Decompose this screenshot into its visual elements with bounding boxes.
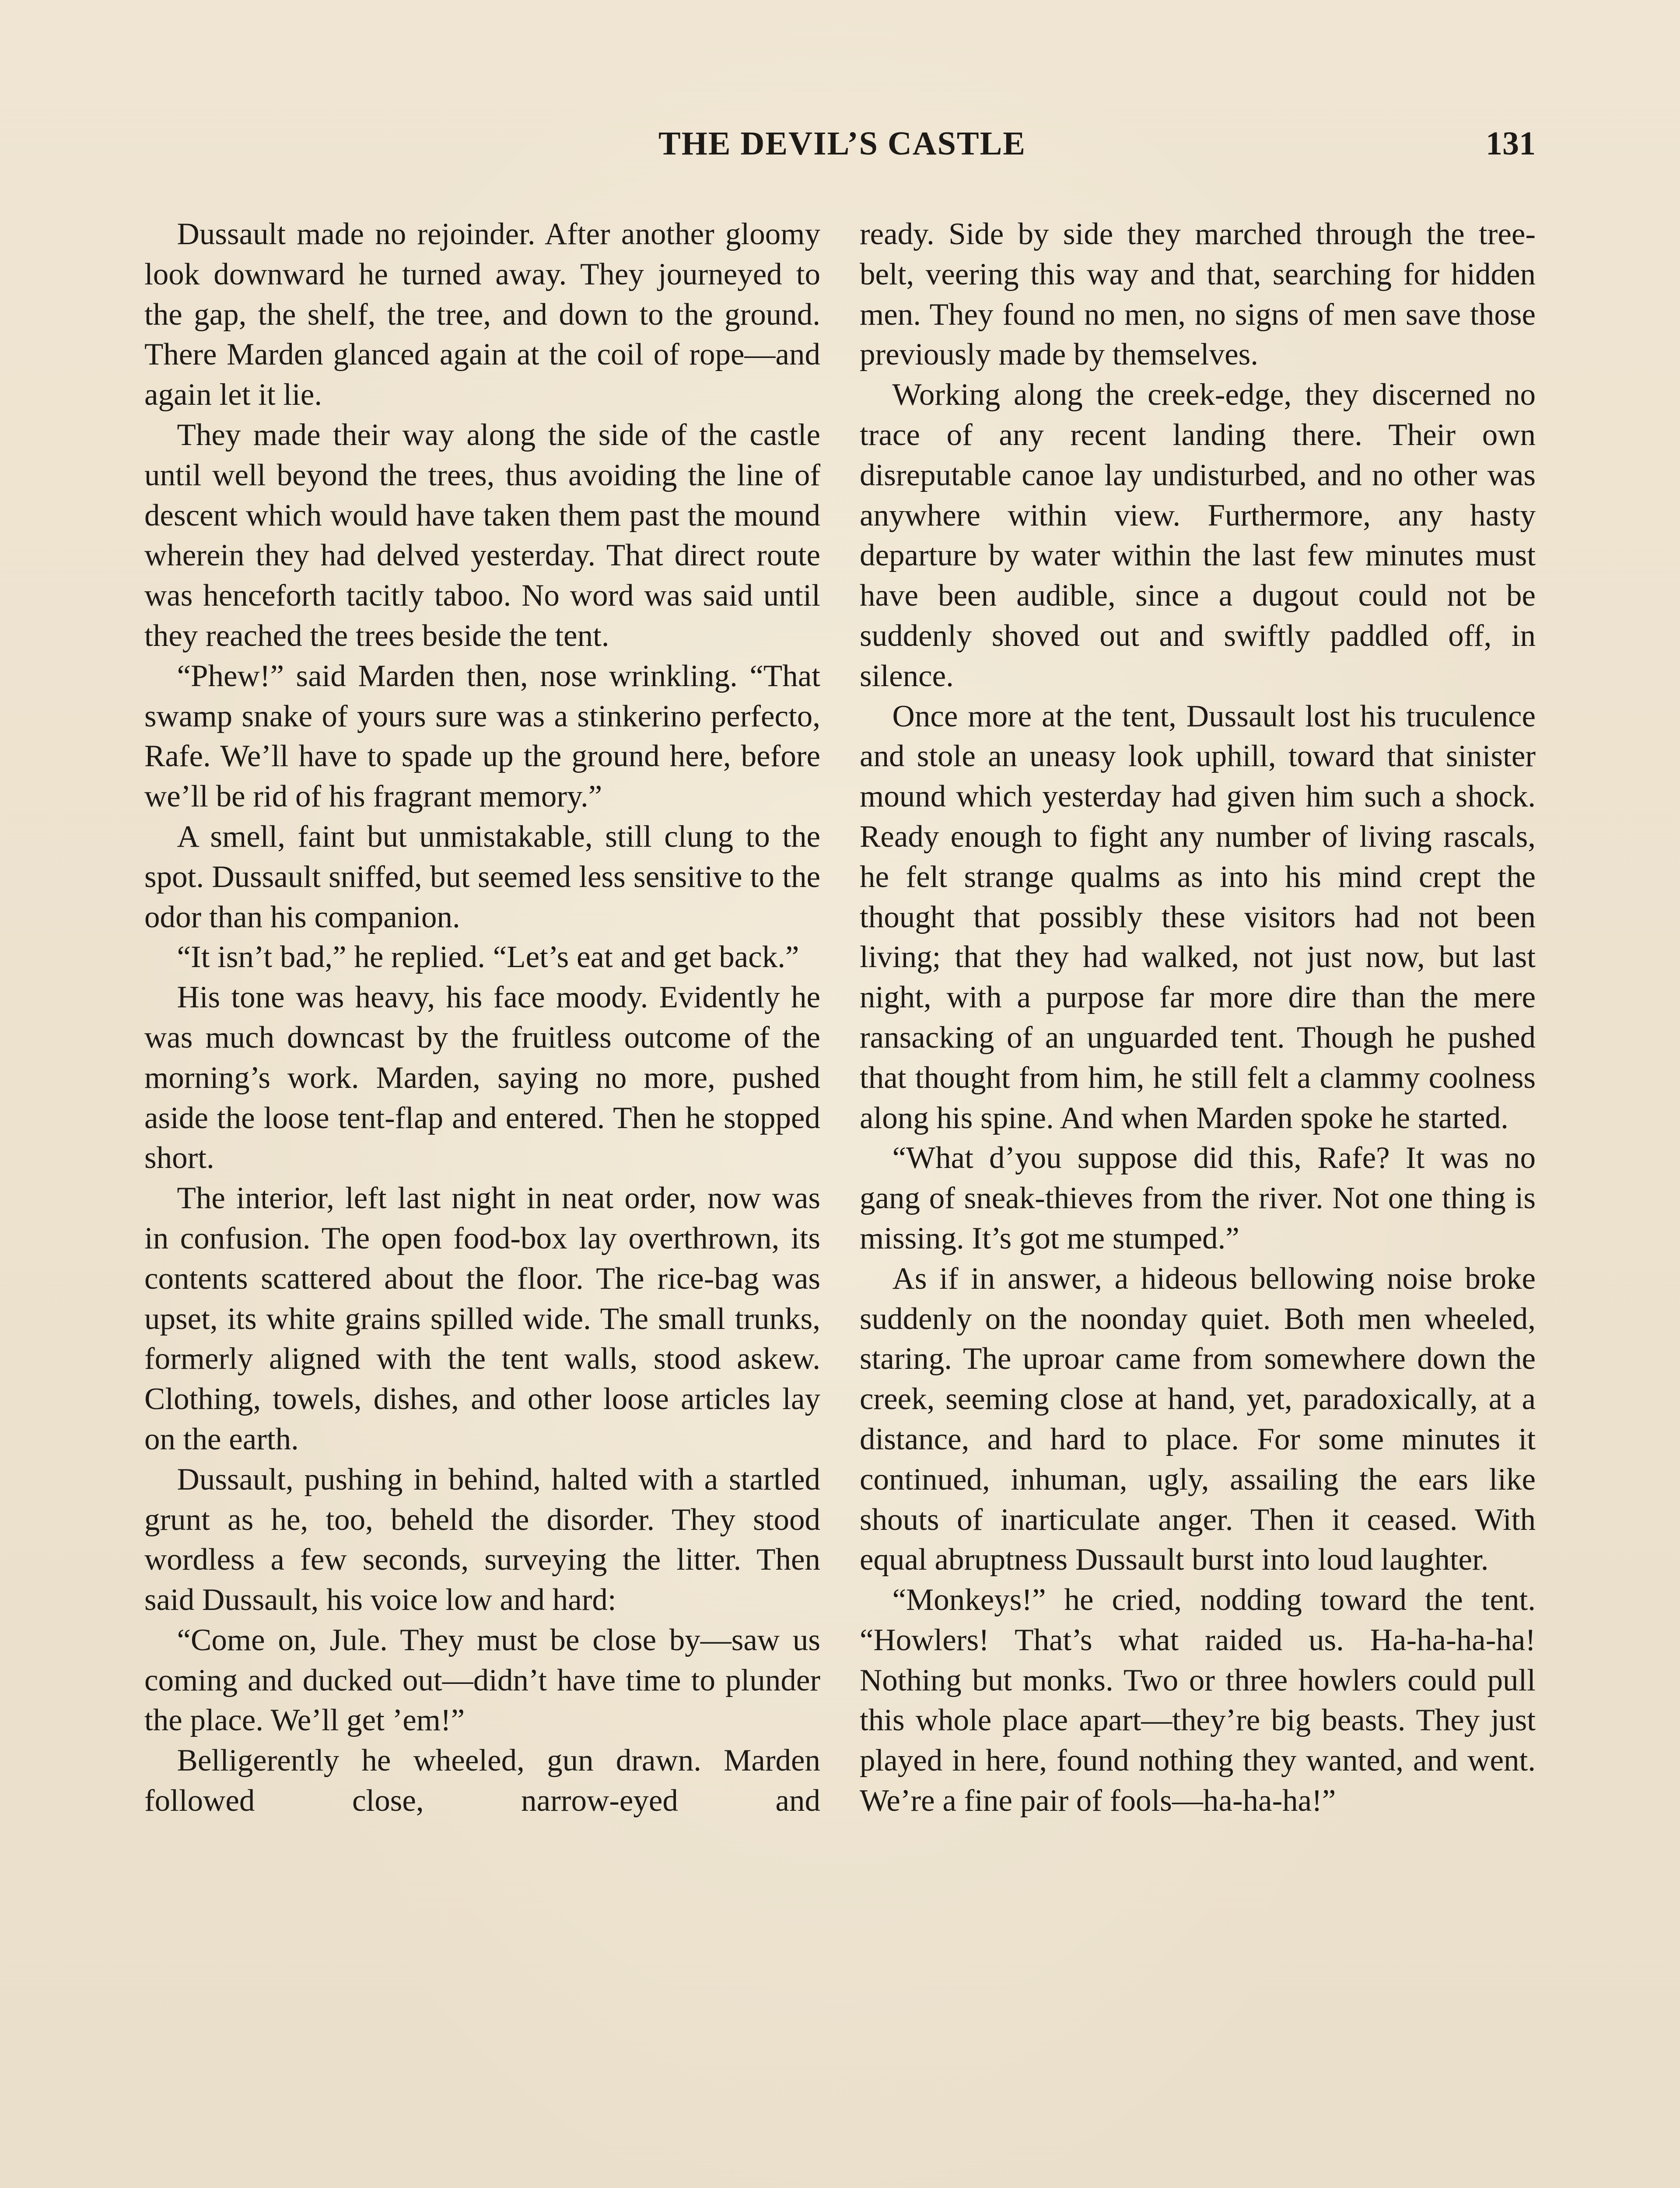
paragraph: Dussault, pushing in behind, halted with a startled grunt as he, too, beheld the disorder. They stood wordless a few seconds, surveying the litter. Then said Dussault, his voice low and hard: [144,1462,820,1617]
running-title: THE DEVIL’S CASTLE [658,125,1026,162]
paragraph: “Monkeys!” he cried, nodding toward the tent. “Howlers! That’s what raided us. Ha-ha-ha-ha! Nothing but monks. Two or three howlers could pull this whole place apart—they’re big beasts. They just played in here, found nothing they wanted, and went. We’re a fine pair of fools—ha-ha-ha!” [860,1583,1536,1818]
paragraph: Working along the creek-edge, they discerned no trace of any recent landing there. Their own disreputable canoe lay undisturbed, and no other was anywhere within view. Furthermore, any hasty departure by water within the last few minutes must have been audible, since a dugout could not be suddenly shoved out and swiftly paddled off, in silence. [860,378,1536,693]
paragraph: “It isn’t bad,” he replied. “Let’s eat and get back.” [177,940,799,975]
paragraph: They made their way along the side of the castle until well beyond the trees, thus avoiding the line of descent which would have taken them past the mound wherein they had delved yesterday. That direct route was henceforth tacitly taboo. No word was said until they reached the trees beside the tent. [144,417,820,653]
paragraph: As if in answer, a hideous bellowing noise broke suddenly on the noonday quiet. Both men wheeled, staring. The uproar came from somewhere down the creek, seeming close at hand, yet, paradoxically, at a distance, and hard to place. For some minutes it continued, inhuman, ugly, assailing the ears like shouts of inarticulate anger. Then it ceased. With equal abruptness Dussault burst into loud laughter. [860,1261,1536,1577]
paragraph: Once more at the tent, Dussault lost his truculence and stole an uneasy look uphill, toward that sinister mound which yesterday had given him such a shock. Ready enough to fight any number of living rascals, he felt strange qualms as into his mind crept the thought that possibly these visitors had not been living; that they had walked, not just now, but last night, with a purpose far more dire than the mere ransacking of an unguarded tent. Though he pushed that thought from him, he still felt a clammy coolness along his spine. And when Marden spoke he started. [860,699,1536,1135]
paragraph: His tone was heavy, his face moody. Evidently he was much downcast by the fruitless outcome of the morning’s work. Marden, saying no more, pushed aside the loose tent-flap and entered. Then he stopped short. [144,980,820,1175]
right-column [860,214,1536,1821]
paragraph: Dussault made no rejoinder. After another gloomy look downward he turned away. They journeyed to the gap, the shelf, the tree, and down to the ground. There Marden glanced again at the coil of rope—and again let it lie. [144,217,820,412]
paragraph: “Phew!” said Marden then, nose wrinkling. “That swamp snake of yours sure was a stinkerino perfecto, Rafe. We’ll have to spade up the ground here, before we’ll be rid of his fragrant memory.” [144,659,820,814]
paragraph: Belligerently he wheeled, gun drawn. Marden followed close, narrow-eyed and [144,1743,820,1818]
paragraph: The interior, left last night in neat order, now was in confusion. The open food-box lay overthrown, its contents scattered about the floor. The rice-bag was upset, its white grains spilled wide. The small trunks, formerly aligned with the tent walls, stood askew. Clothing, towels, dishes, and other loose articles lay on the earth. [144,1181,820,1456]
paragraph: “What d’you suppose did this, Rafe? It was no gang of sneak-thieves from the river. Not one thing is missing. It’s got me stumped.” [860,1141,1536,1255]
paragraph: ready. Side by side they marched through the tree-belt, veering this way and that, searching for hidden men. They found no men, no signs of men save those previously made by themselves. [860,217,1536,372]
left-column [144,214,820,1821]
page-number: 131 [1486,125,1536,162]
paragraph: “Come on, Jule. They must be close by—saw us coming and ducked out—didn’t have time to plunder the place. We’ll get ’em!” [144,1623,820,1738]
paragraph: A smell, faint but unmistakable, still clung to the spot. Dussault sniffed, but seemed less sensitive to the odor than his companion. [144,819,820,934]
